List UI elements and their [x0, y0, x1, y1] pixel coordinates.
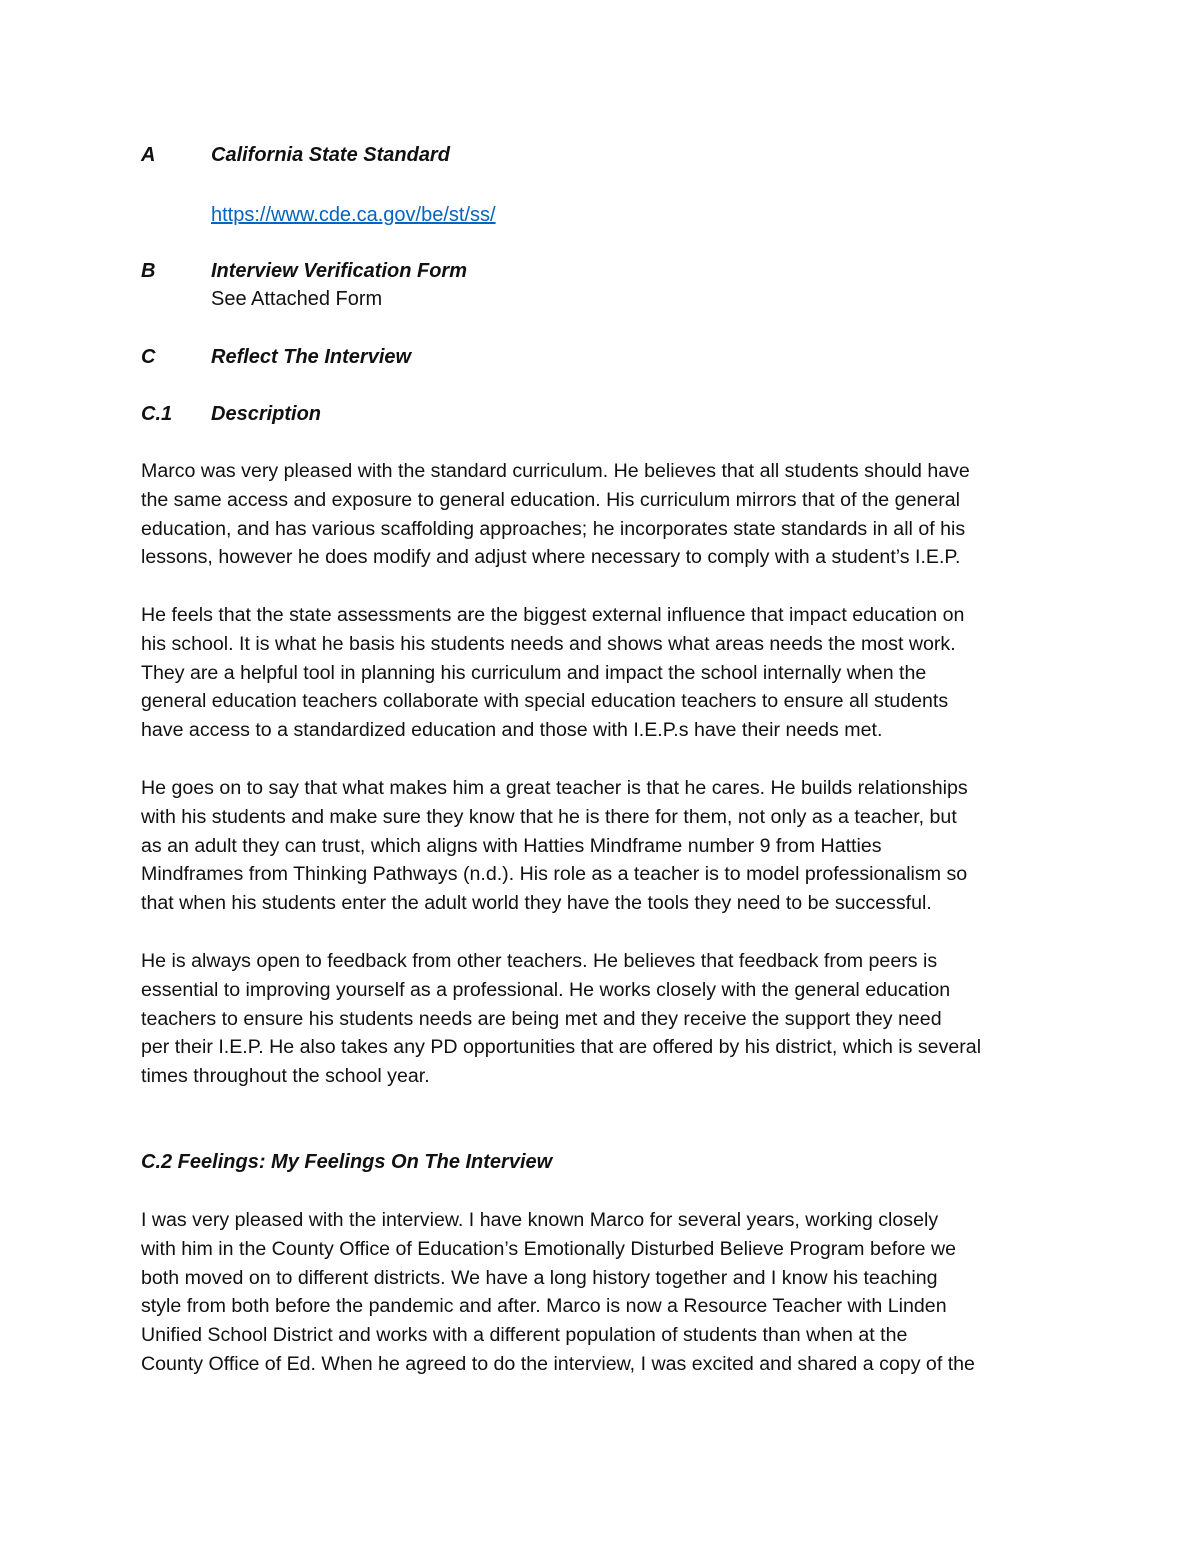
paragraph-line: Unified School District and works with a different population of students than when at the	[141, 1324, 908, 1347]
paragraph-line: County Office of Ed. When he agreed to do the interview, I was excited and shared a copy of the	[141, 1352, 975, 1375]
paragraph-line: Marco was very pleased with the standard curriculum. He believes that all students should have	[141, 460, 970, 482]
section-a-heading	[141, 141, 450, 170]
paragraph-line: both moved on to different districts. We have a long history together and I know his teaching	[141, 1266, 938, 1289]
paragraph-line: have access to a standardized education and those with I.E.P.s have their needs met.	[141, 719, 883, 742]
section-c1-title: Description	[211, 403, 322, 425]
paragraph-line: with his students and make sure they know that he is there for them, not only as a teacher, but	[141, 805, 957, 828]
section-c1-label: C.1	[141, 403, 173, 425]
paragraph-curriculum	[141, 457, 1066, 572]
paragraph-line: with him in the County Office of Education’s Emotionally Disturbed Believe Program before we	[141, 1237, 956, 1260]
paragraph-line: times throughout the school year.	[141, 1065, 430, 1088]
paragraph-line: I was very pleased with the interview. I have known Marco for several years, working closely	[141, 1209, 939, 1231]
paragraph-line: as an adult they can trust, which aligns with Hatties Mindframe number 9 from Hatties	[141, 834, 882, 857]
section-c1-heading	[141, 400, 321, 429]
section-a-title: California State Standard	[211, 144, 450, 166]
paragraph-line: They are a helpful tool in planning his curriculum and impact the school internally when the	[141, 661, 927, 684]
paragraph-line: his school. It is what he basis his students needs and shows what areas needs the most work.	[141, 632, 956, 655]
section-b-note: See Attached Form	[211, 288, 383, 310]
paragraph-line: that when his students enter the adult world they have the tools they need to be successful.	[141, 892, 932, 915]
section-a-label: A	[141, 144, 156, 166]
paragraph-feelings	[141, 1206, 1066, 1379]
paragraph-feedback	[141, 947, 1066, 1091]
section-b-label: B	[141, 260, 156, 282]
section-c-title: Reflect The Interview	[211, 346, 412, 368]
paragraph-line: education, and has various scaffolding approaches; he incorporates state standards in all of his	[141, 517, 966, 540]
paragraph-line: He feels that the state assessments are the biggest external influence that impact education on	[141, 604, 965, 626]
paragraph-line: style from both before the pandemic and after. Marco is now a Resource Teacher with Linden	[141, 1295, 947, 1318]
paragraph-line: He goes on to say that what makes him a great teacher is that he cares. He builds relationships	[141, 777, 968, 799]
section-c2-title: C.2 Feelings: My Feelings On The Interview	[141, 1151, 553, 1173]
paragraph-line: Mindframes from Thinking Pathways (n.d.). His role as a teacher is to model professionalism so	[141, 863, 968, 886]
paragraph-line: general education teachers collaborate with special education teachers to ensure all students	[141, 690, 949, 713]
section-b-heading	[141, 257, 467, 286]
section-b-title: Interview Verification Form	[211, 260, 467, 282]
paragraph-great-teacher	[141, 774, 1066, 918]
paragraph-line: teachers to ensure his students needs are being met and they receive the support they need	[141, 1007, 942, 1030]
paragraph-line: the same access and exposure to general education. His curriculum mirrors that of the general	[141, 488, 960, 511]
paragraph-line: lessons, however he does modify and adjust where necessary to comply with a student’s I.E.P.	[141, 546, 961, 569]
paragraph-line: per their I.E.P. He also takes any PD opportunities that are offered by his district, which is several	[141, 1036, 982, 1059]
california-standards-link[interactable]: https://www.cde.ca.gov/be/st/ss/	[211, 204, 496, 226]
paragraph-assessments	[141, 601, 1066, 745]
section-c2-heading	[141, 1148, 552, 1177]
section-c-label: C	[141, 346, 156, 368]
section-c-heading	[141, 343, 411, 372]
paragraph-line: essential to improving yourself as a professional. He works closely with the general education	[141, 978, 951, 1001]
paragraph-line: He is always open to feedback from other teachers. He believes that feedback from peers is	[141, 950, 938, 972]
